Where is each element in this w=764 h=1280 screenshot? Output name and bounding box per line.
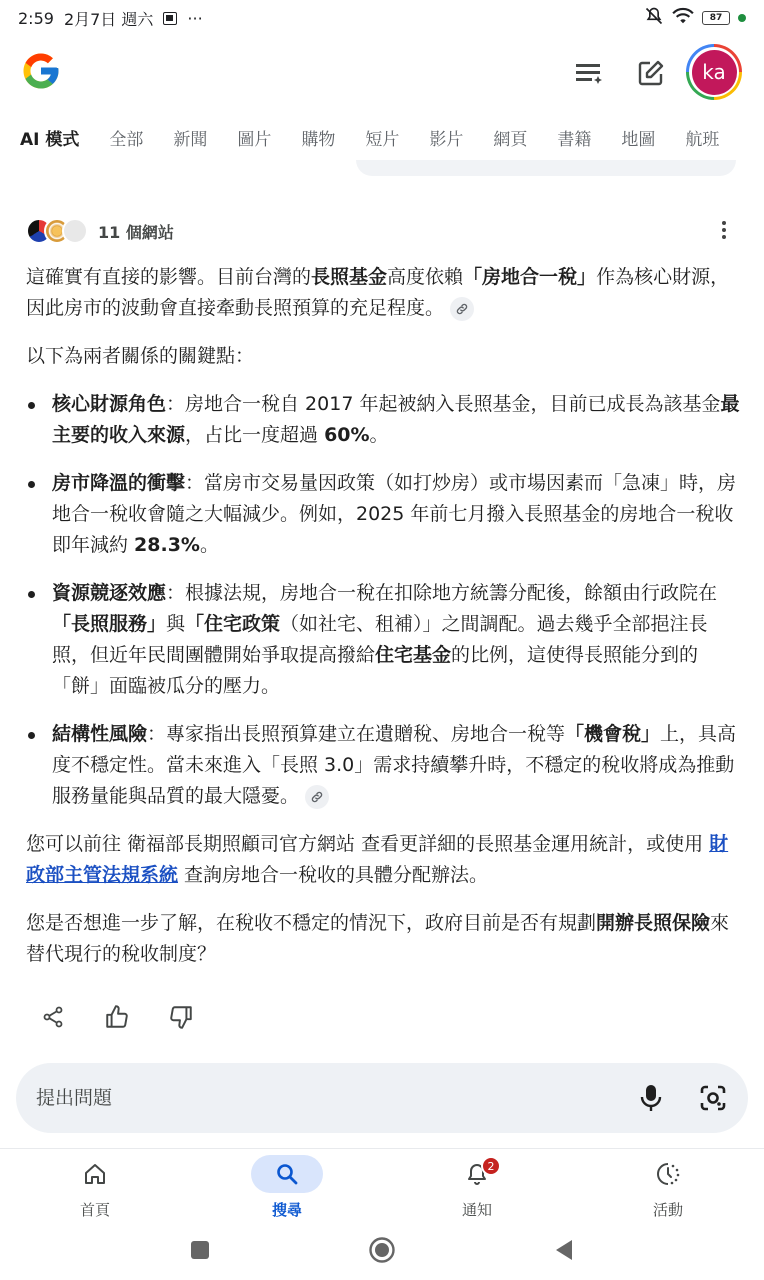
tab-shorts[interactable]: 短片 <box>365 129 400 150</box>
status-date: 2月7日 週六 <box>63 9 154 29</box>
nav-search-label: 搜尋 <box>271 1201 302 1219</box>
point-text: 上，具高度不穩定性。當未來進入「長照 3.0」需求持續攀升時，不穩定的稅收將成為推動服務量能與品質的最大隱憂。 <box>52 723 737 807</box>
point-text: 與 <box>166 613 186 635</box>
status-bar <box>0 0 764 36</box>
notification-app-icon <box>163 12 177 25</box>
privacy-indicator <box>738 14 746 22</box>
point-text: ：房地合一稅自 2017 年起被納入長照基金，目前已成長為該基金 <box>166 393 721 415</box>
status-time: 2:59 <box>18 8 54 28</box>
thumbs-up-icon[interactable] <box>104 1004 130 1030</box>
list-item <box>26 389 740 451</box>
tab-flights[interactable]: 航班 <box>685 129 720 150</box>
nav-notifications-label: 通知 <box>461 1201 492 1219</box>
activity-icon <box>632 1155 704 1193</box>
point-bold: 60% <box>324 424 370 446</box>
tab-maps[interactable]: 地圖 <box>621 129 656 150</box>
new-chat-icon[interactable] <box>634 56 668 90</box>
previous-query-bubble-edge <box>356 160 736 176</box>
citation-link-icon[interactable] <box>450 297 474 321</box>
app-header <box>0 36 764 108</box>
nav-home-label: 首頁 <box>79 1201 110 1219</box>
wifi-icon <box>672 7 694 29</box>
tab-ai-mode[interactable]: AI 模式 <box>20 129 80 150</box>
nav-activity-label: 活動 <box>652 1201 683 1219</box>
key-points-list <box>26 389 740 812</box>
notification-badge: 2 <box>481 1156 501 1176</box>
point-bold: 「機會稅」 <box>565 723 661 745</box>
list-item <box>26 578 740 702</box>
answer-followup <box>26 908 740 970</box>
point-text: ：當房市交易量因政策（如打炒房）或市場因素而「急凍」時，房地合一稅收會隨之大幅減少。例如，2025 年前七月撥入長照基金的房地合一稅收即年減約 <box>52 472 737 556</box>
closing-text-2: 查詢房地合一稅收的具體分配辦法。 <box>178 864 489 886</box>
nav-search[interactable] <box>227 1155 347 1225</box>
citation-link-icon[interactable] <box>305 785 329 809</box>
tab-shopping[interactable]: 購物 <box>301 129 336 150</box>
sources-row[interactable] <box>26 214 174 248</box>
tab-web[interactable]: 網頁 <box>493 129 528 150</box>
answer-closing <box>26 829 740 891</box>
point-text: ，占比一度超過 <box>185 424 325 446</box>
list-item <box>26 719 740 812</box>
intro-bold-2: 「房地合一稅」 <box>463 266 597 288</box>
point-heading: 結構性風險 <box>52 723 148 745</box>
point-bold: 住宅基金 <box>375 644 452 666</box>
tab-news[interactable]: 新聞 <box>173 129 208 150</box>
search-icon <box>251 1155 323 1193</box>
ai-answer <box>26 262 740 987</box>
thumbs-down-icon[interactable] <box>168 1004 194 1030</box>
intro-text-3: 作為核心財源，因此房市的波動會直接牽動長照預算的充足程度。 <box>26 266 730 319</box>
point-bold: 最主要的收入來源 <box>52 393 740 446</box>
feedback-row <box>40 1004 194 1030</box>
search-mode-tabs <box>0 118 764 156</box>
answer-intro <box>26 262 740 324</box>
closing-text-1: 您可以前往 衛福部長期照顧司官方網站 查看更詳細的長照基金運用統計，或使用 <box>26 833 710 855</box>
followup-text-1: 您是否想進一步了解，在稅收不穩定的情況下，政府目前是否有規劃 <box>26 912 597 934</box>
share-icon[interactable] <box>40 1004 66 1030</box>
recents-icon[interactable] <box>186 1236 214 1264</box>
sources-count: 11 個網站 <box>98 222 174 242</box>
point-text: ：專家指出長照預算建立在遺贈稅、房地合一稅等 <box>147 723 566 745</box>
answer-lead: 以下為兩者關係的關鍵點： <box>26 345 255 367</box>
more-options-icon[interactable] <box>714 218 734 242</box>
account-avatar-button[interactable] <box>686 44 742 100</box>
microphone-icon[interactable] <box>636 1083 666 1113</box>
nav-notifications[interactable] <box>417 1155 537 1225</box>
tab-books[interactable]: 書籍 <box>557 129 592 150</box>
ai-mode-history-icon[interactable] <box>572 56 606 90</box>
list-item <box>26 468 740 561</box>
mof-regulations-link[interactable]: 財政部主管法規系統 <box>26 833 729 886</box>
tab-videos[interactable]: 影片 <box>429 129 464 150</box>
battery-icon: 87 <box>702 11 730 25</box>
followup-bold: 開辦長照保險 <box>596 912 711 934</box>
followup-text-2: 來替代現行的稅收制度？ <box>26 912 730 965</box>
avatar-ring-inner <box>689 47 739 97</box>
avatar: ka <box>692 50 737 95</box>
tab-all[interactable]: 全部 <box>109 129 144 150</box>
bottom-navigation <box>0 1148 764 1226</box>
point-text: （如社宅、租補）」之間調配。過去幾乎全部挹注長照，但近年民間團體開始爭取提高撥給 <box>52 613 708 666</box>
mute-icon <box>644 6 664 30</box>
back-icon[interactable] <box>550 1236 578 1264</box>
tab-images[interactable]: 圖片 <box>237 129 272 150</box>
home-icon <box>59 1155 131 1193</box>
point-heading: 資源競逐效應 <box>52 582 167 604</box>
google-logo-icon[interactable] <box>20 50 62 92</box>
point-bold: 28.3% <box>134 534 200 556</box>
point-text: 。 <box>199 534 219 556</box>
intro-text-1: 這確實有直接的影響。目前台灣的 <box>26 266 312 288</box>
point-text: 。 <box>369 424 389 446</box>
nav-home[interactable] <box>35 1155 155 1225</box>
ask-input[interactable] <box>36 1087 596 1109</box>
home-button-icon[interactable] <box>368 1236 396 1264</box>
point-heading: 核心財源角色 <box>52 393 167 415</box>
status-more: ··· <box>187 8 203 28</box>
point-bold: 「住宅政策 <box>185 613 281 635</box>
google-lens-icon[interactable] <box>698 1083 728 1113</box>
point-bold: 「長照服務」 <box>52 613 167 635</box>
nav-activity[interactable] <box>608 1155 728 1225</box>
point-text: ：根據法規，房地合一稅在扣除地方統籌分配後，餘額由行政院在 <box>166 582 718 604</box>
bell-icon <box>441 1155 513 1193</box>
ask-bar <box>16 1063 748 1133</box>
intro-bold-1: 長照基金 <box>311 266 388 288</box>
point-heading: 房市降溫的衝擊 <box>52 472 186 494</box>
source-favicon-3-icon <box>62 218 88 244</box>
system-navigation-bar <box>0 1228 764 1272</box>
point-text: 的比例，這使得長照能分到的「餅」面臨被瓜分的壓力。 <box>52 644 699 697</box>
intro-text-2: 高度依賴 <box>387 266 464 288</box>
